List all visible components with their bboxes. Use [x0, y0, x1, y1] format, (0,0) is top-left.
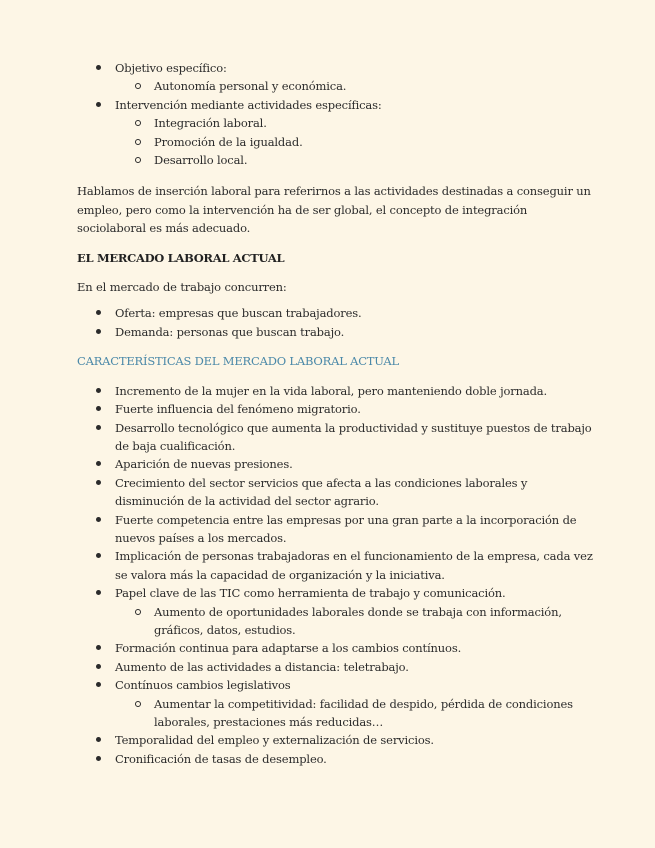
list-item: [77, 547, 595, 584]
list-item: [77, 658, 595, 676]
bullet-disc-icon: [96, 329, 101, 334]
bullet-circle-icon: [135, 139, 141, 145]
bullet-disc-icon: [96, 425, 101, 430]
sub-list-item: [77, 114, 595, 132]
list-item: [77, 400, 595, 418]
list-item: [77, 511, 595, 548]
sub-list-item: [77, 77, 595, 95]
bullet-disc-icon: [96, 406, 101, 411]
list-item: [77, 750, 595, 768]
list-item-text: Aparición de nuevas presiones.: [115, 457, 293, 472]
list-item-text: Papel clave de las TIC como herramienta de trabajo y comunicación.: [115, 586, 506, 601]
bullet-disc-icon: [96, 645, 101, 650]
list-item-text: Crecimiento del sector servicios que afecta a las condiciones laborales y disminución de la actividad del sector agrario.: [115, 475, 528, 509]
list-item-text: Oferta: empresas que buscan trabajadores.: [115, 306, 362, 321]
sub-list-item: [77, 133, 595, 151]
list-item: [77, 419, 595, 456]
list-item: [77, 639, 595, 657]
bullet-disc-icon: [96, 517, 101, 522]
sub-list-item-text: Aumentar la competitividad: facilidad de despido, pérdida de condiciones laborales, prestaciones más reducidas…: [154, 696, 573, 729]
sub-list-item: [77, 603, 595, 640]
list-item-text: Objetivo específico:: [115, 61, 227, 75]
sub-list-item-text: Aumento de oportunidades laborales donde se trabaja con información, gráficos, datos, estudios.: [154, 604, 562, 637]
list-item: [77, 455, 595, 473]
list-item-text: Formación continua para adaptarse a los cambios contínuos.: [115, 641, 462, 656]
caracteristicas-list: [77, 382, 595, 769]
list-item-text: Contínuos cambios legislativos: [115, 678, 291, 693]
list-item-text: Incremento de la mujer en la vida laboral, pero manteniendo doble jornada.: [115, 383, 548, 398]
bullet-circle-icon: [135, 701, 141, 707]
bullet-circle-icon: [135, 83, 141, 89]
bullet-circle-icon: [135, 157, 141, 163]
sub-list-item-text: Integración laboral.: [154, 116, 267, 131]
sub-list-item-text: Promoción de la igualdad.: [154, 134, 303, 149]
bullet-disc-icon: [96, 664, 101, 669]
list-item-text: Desarrollo tecnológico que aumenta la productividad y sustituye puestos de trabajo de baja cualificación.: [115, 420, 592, 453]
list-item: [77, 96, 595, 114]
list-item: [77, 584, 595, 602]
sub-list-item-text: Autonomía personal y económica.: [154, 79, 347, 94]
list-item: [77, 382, 595, 400]
list-item-text: Implicación de personas trabajadoras en el funcionamiento de la empresa, cada vez se valora más la capacidad de organización y la iniciativa.: [115, 549, 593, 582]
bullet-disc-icon: [96, 737, 101, 742]
bullet-disc-icon: [96, 461, 101, 466]
bullet-circle-icon: [135, 120, 141, 126]
bullet-disc-icon: [96, 65, 101, 70]
bullet-disc-icon: [96, 480, 101, 485]
bullet-disc-icon: [96, 590, 101, 595]
list-item: [77, 59, 595, 77]
list-item-text: Fuerte competencia entre las empresas por una gran parte a la incorporación de nuevos países a los mercados.: [115, 512, 577, 545]
bullet-disc-icon: [96, 553, 101, 558]
list-item: [77, 676, 595, 694]
list-item: [77, 731, 595, 749]
sub-list-item-text: Desarrollo local.: [154, 153, 248, 168]
list-item: [77, 323, 595, 341]
list-item-text: Demanda: personas que buscan trabajo.: [115, 324, 345, 339]
bullet-disc-icon: [96, 682, 101, 687]
bullet-disc-icon: [96, 756, 101, 761]
heading-caracteristicas: CARACTERÍSTICAS DEL MERCADO LABORAL ACTUAL: [77, 354, 399, 369]
heading-mercado-laboral: EL MERCADO LABORAL ACTUAL: [77, 250, 285, 265]
bullet-disc-icon: [96, 102, 101, 107]
list-item: [77, 474, 595, 511]
concurren-list: [77, 304, 595, 341]
list-item-text: Aumento de las actividades a distancia: teletrabajo.: [115, 659, 409, 674]
list-item-text: Intervención mediante actividades específicas:: [115, 97, 382, 112]
list-item-text: Cronificación de tasas de desempleo.: [115, 751, 327, 766]
bullet-disc-icon: [96, 388, 101, 393]
list-item-text: Fuerte influencia del fenómeno migratorio.: [115, 402, 361, 417]
sub-list-item: [77, 695, 595, 732]
list-item-text: Temporalidad del empleo y externalización de servicios.: [115, 733, 434, 748]
paragraph-concurren: En el mercado de trabajo concurren:: [77, 280, 287, 295]
intro-list: [77, 59, 595, 169]
sub-list-item: [77, 151, 595, 169]
bullet-disc-icon: [96, 310, 101, 315]
list-item: [77, 304, 595, 322]
paragraph-insercion: Hablamos de inserción laboral para referirnos a las actividades destinadas a conseguir un empleo, pero como la intervención ha de ser global, el concepto de integración sociolaboral es más adecuado.: [77, 184, 591, 236]
bullet-circle-icon: [135, 609, 141, 615]
